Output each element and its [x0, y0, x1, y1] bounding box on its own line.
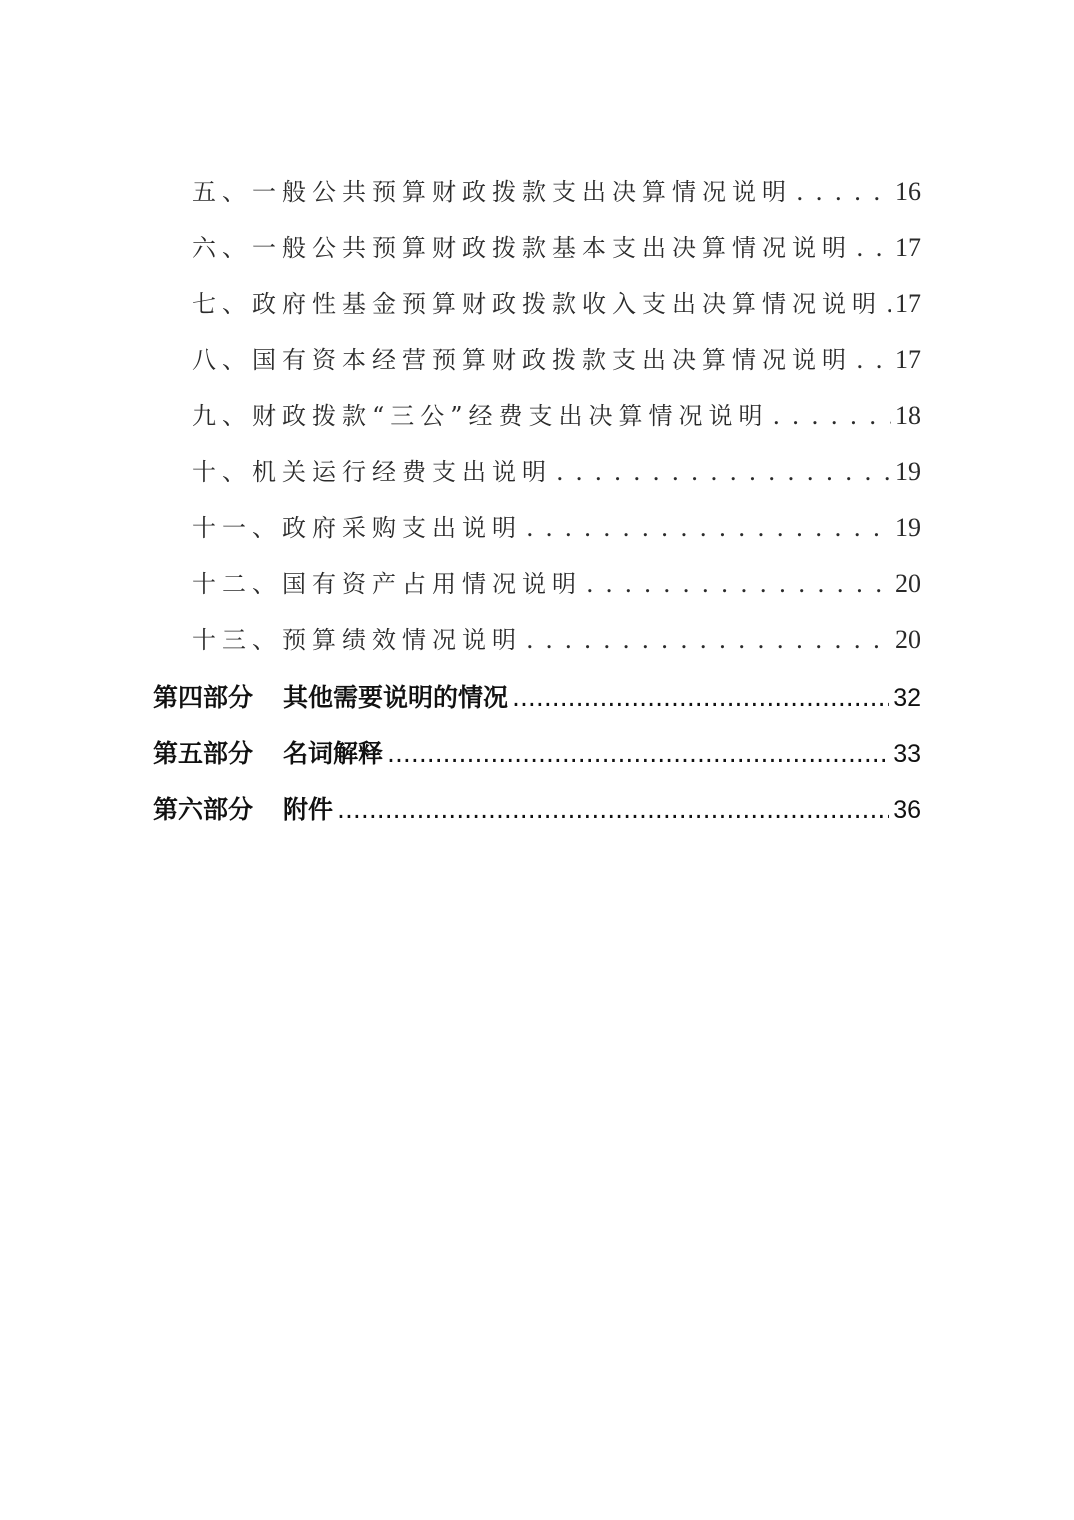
toc-entry[interactable] [192, 556, 921, 612]
toc-dot-leader [337, 782, 889, 838]
toc-dot-leader [586, 556, 891, 612]
toc-part-page: 33 [893, 740, 921, 768]
toc-dot-leader [856, 220, 891, 276]
toc-entry-page: 16 [895, 177, 921, 206]
toc-entry[interactable] [192, 500, 921, 556]
toc-dot-leader [512, 670, 889, 726]
toc-entry-page: 20 [895, 569, 921, 598]
toc-part-title: 名词解释 [283, 739, 384, 768]
toc-entry-label: 十一、政府采购支出说明 [192, 514, 522, 542]
toc-entry-page: 19 [895, 513, 921, 542]
toc-dot-leader [556, 444, 891, 500]
toc-entry[interactable] [192, 444, 921, 500]
toc-dot-leader [796, 164, 891, 220]
toc-entry-page: 17 [895, 345, 921, 374]
toc-dot-leader [387, 726, 889, 782]
toc-entry[interactable] [192, 388, 921, 444]
toc-part-entry[interactable] [153, 726, 921, 782]
toc-entry-page: 17 [895, 233, 921, 262]
toc-part-title: 其他需要说明的情况 [283, 683, 509, 712]
toc-entry[interactable] [192, 276, 921, 332]
toc-part-number: 第六部分 [153, 795, 254, 824]
toc-part-title: 附件 [283, 795, 334, 824]
toc-entry-label: 六、一般公共预算财政拨款基本支出决算情况说明 [192, 234, 852, 262]
toc-entry-label: 八、国有资本经营预算财政拨款支出决算情况说明 [192, 346, 852, 374]
toc-entry-page: 20 [895, 625, 921, 654]
toc-part-entry[interactable] [153, 670, 921, 726]
toc-part-number: 第五部分 [153, 739, 254, 768]
toc-entry[interactable] [192, 612, 921, 668]
toc-dot-leader [773, 388, 891, 444]
toc-dot-leader [886, 276, 891, 332]
toc-dot-leader [526, 500, 891, 556]
toc-part-entry[interactable] [153, 782, 921, 838]
toc-entry-label: 十二、国有资产占用情况说明 [192, 570, 582, 598]
toc-entry-page: 17 [895, 289, 921, 318]
toc-entry-label: 九、财政拨款“三公”经费支出决算情况说明 [192, 402, 769, 430]
toc-entry-label: 五、一般公共预算财政拨款支出决算情况说明 [192, 178, 792, 206]
toc-entry-page: 19 [895, 457, 921, 486]
toc-entry[interactable] [192, 220, 921, 276]
toc-part-page: 32 [893, 684, 921, 712]
toc-entry-label: 十三、预算绩效情况说明 [192, 626, 522, 654]
toc-entry-label: 七、政府性基金预算财政拨款收入支出决算情况说明 [192, 290, 882, 318]
toc-entry[interactable] [192, 332, 921, 388]
toc-entry[interactable] [192, 164, 921, 220]
toc-dot-leader [856, 332, 891, 388]
toc-entry-page: 18 [895, 401, 921, 430]
toc-part-number: 第四部分 [153, 683, 254, 712]
toc-entry-label: 十、机关运行经费支出说明 [192, 458, 552, 486]
toc-part-page: 36 [893, 796, 921, 824]
toc-dot-leader [526, 612, 891, 668]
